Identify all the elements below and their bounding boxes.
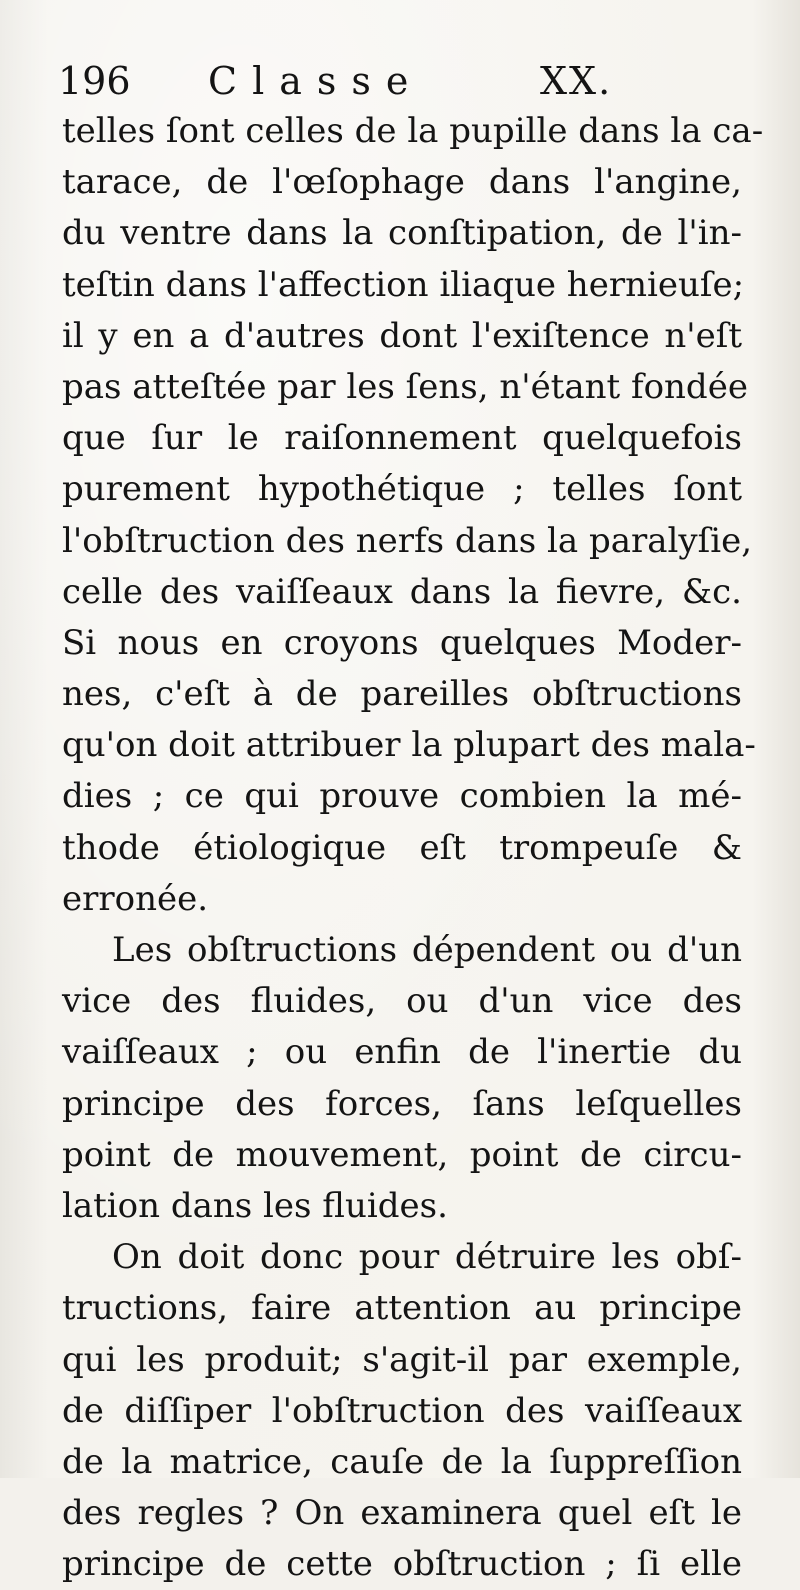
chapter-number: XX. — [540, 59, 613, 103]
text-line: erronée. — [62, 878, 209, 919]
page-number: 196 — [58, 59, 131, 103]
text-line: de diſſiper l'obſtruction des vaiſſeaux — [62, 1390, 742, 1431]
text-line: telles ſont celles de la pupille dans la ca- — [62, 111, 764, 151]
text-line: point de mouvement, point de circu- — [62, 1134, 742, 1175]
text-line: qu'on doit attribuer la plupart des mala- — [62, 725, 756, 766]
text-line: principe des forces, ſans leſquelles — [62, 1083, 742, 1124]
text-line: vice des fluides, ou d'un vice des — [62, 981, 742, 1022]
running-head: Classe — [208, 59, 424, 103]
text-line: il y en a d'autres dont l'exiſtence n'eſt — [62, 315, 742, 356]
text-line: de la matrice, cauſe de la ſuppreſſion — [62, 1441, 742, 1482]
text-line: que ſur le raiſonnement quelquefois — [62, 418, 742, 459]
text-line: tarace, de l'œſophage dans l'angine, — [62, 162, 742, 203]
text-line: l'obſtruction des nerfs dans la paralyſie, — [62, 520, 753, 561]
text-line: teſtin dans l'affection iliaque hernieuſe; — [62, 264, 745, 305]
text-line: lation dans les fluides. — [62, 1185, 448, 1226]
text-line: vaiſſeaux ; ou enfin de l'inertie du — [62, 1032, 742, 1073]
text-line: purement hypothétique ; telles ſont — [62, 469, 742, 510]
text-line: celle des vaiſſeaux dans la fievre, &c. — [62, 571, 742, 612]
body-text — [62, 106, 764, 1590]
text-line: On doit donc pour détruire les obſ- — [112, 1237, 742, 1278]
page-header — [58, 56, 758, 106]
text-line: dies ; ce qui prouve combien la mé- — [62, 776, 742, 817]
text-line: principe de cette obſtruction ; ſi elle — [62, 1544, 742, 1585]
text-line: thode étiologique eſt trompeuſe & — [62, 827, 742, 868]
text-line: des regles ? On examinera quel eſt le — [62, 1493, 742, 1534]
text-line: du ventre dans la conſtipation, de l'in- — [62, 213, 742, 254]
text-line: nes, c'eſt à de pareilles obſtructions — [62, 674, 742, 715]
text-line: Si nous en croyons quelques Moder- — [62, 622, 742, 663]
text-line: pas atteſtée par les ſens, n'étant fondée — [62, 366, 748, 407]
text-line: Les obſtructions dépendent ou d'un — [112, 930, 742, 970]
text-line: qui les produit; s'agit-il par exemple, — [62, 1339, 742, 1380]
text-line: tructions, faire attention au principe — [62, 1288, 742, 1329]
